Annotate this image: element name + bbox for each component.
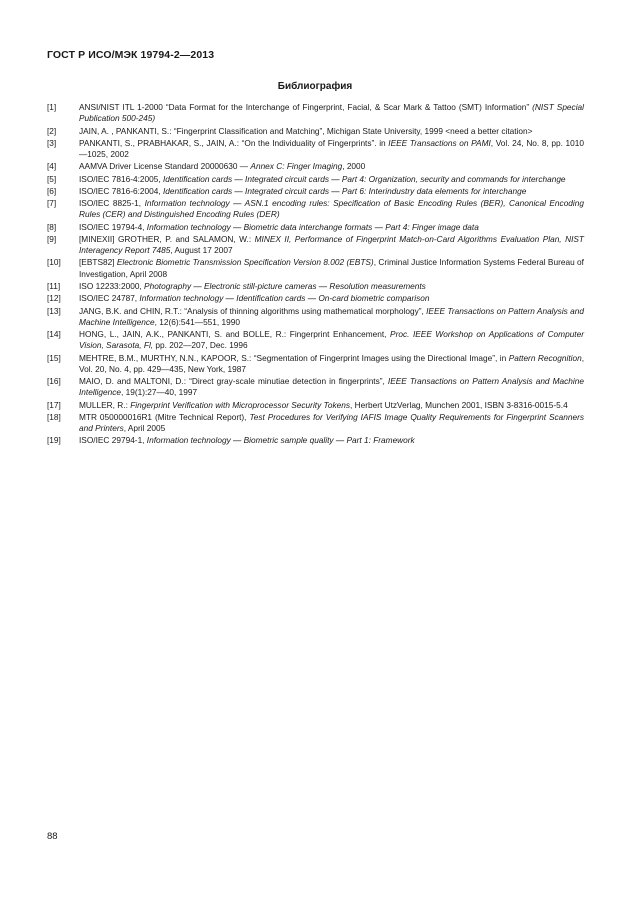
bibliography-entry (47, 102, 584, 124)
bibliography-entry-text (79, 198, 584, 220)
bibliography-entry (47, 186, 584, 197)
bibliography-entry-segment: MEHTRE, B.M., MURTHY, N.N., KAPOOR, S.: “Segmentation of Fingerprint Images using the Directional Image”, in (79, 352, 509, 363)
bibliography-entry-text (79, 102, 584, 124)
bibliography-entry-title: Annex C: Finger Imaging (250, 161, 343, 172)
bibliography-entry-text (79, 329, 584, 351)
bibliography-entry-number: [19] (47, 435, 61, 446)
bibliography-entry-number: [2] (47, 125, 57, 136)
bibliography-entry-text (79, 186, 584, 197)
bibliography-entry-number: [10] (47, 257, 61, 268)
bibliography-entry-segment: [EBTS82] (79, 257, 117, 268)
bibliography-entry-number: [12] (47, 293, 61, 304)
bibliography-entry-segment: ISO/IEC 8825-1, (79, 198, 145, 209)
bibliography-entry-number: [3] (47, 137, 57, 148)
bibliography-entry (47, 222, 584, 233)
bibliography-entry-number: [7] (47, 198, 57, 209)
bibliography-entry-text (79, 257, 584, 279)
bibliography-entry (47, 198, 584, 220)
bibliography-entry-segment: , August 17 2007 (170, 245, 233, 256)
bibliography-entry-number: [18] (47, 411, 61, 422)
bibliography-entry-title: Information technology — Biometric data interchange formats — Part 4: Finger image data (146, 221, 479, 232)
bibliography-entry-text (79, 281, 584, 292)
bibliography-list (47, 102, 584, 448)
document-standard-id: ГОСТ Р ИСО/МЭК 19794-2—2013 (47, 49, 215, 61)
bibliography-entry-text (79, 234, 584, 256)
bibliography-entry-title: Identification cards — Integrated circuit cards — Part 6: Interindustry data elements for interchange (162, 185, 527, 196)
bibliography-entry-text (79, 293, 584, 304)
bibliography-entry-segment: , 12(6):541—551, 1990 (154, 316, 240, 327)
bibliography-entry-title: IEEE Transactions on Pattern Analysis and Machine Intelligence (79, 305, 584, 327)
bibliography-entry-segment: MULLER, R.: (79, 399, 131, 410)
bibliography-entry (47, 293, 584, 304)
bibliography-entry-number: [15] (47, 352, 61, 363)
bibliography-entry-segment: , Vol. 24, No. 8, pp. 1010—1025, 2002 (79, 137, 584, 159)
bibliography-entry-segment: , April 2005 (123, 423, 166, 434)
bibliography-entry-segment: ISO/IEC 19794-4, (79, 221, 147, 232)
bibliography-entry-segment: ISO/IEC 29794-1, (79, 435, 147, 446)
bibliography-entry-title: Test Procedures for Verifying IAFIS Image Quality Requirements for Fingerprint Scanners and Printers (79, 411, 584, 434)
bibliography-entry (47, 353, 584, 375)
bibliography-entry-number: [1] (47, 102, 57, 112)
bibliography-entry-title: Identification cards — Integrated circuit cards — Part 4: Organization, security and commands for interchange (162, 173, 566, 184)
bibliography-entry-text (79, 306, 584, 328)
bibliography-entry-segment: , Herbert UtzVerlag, Munchen 2001, ISBN 3-8316-0015-5.4 (350, 399, 568, 410)
bibliography-entry (47, 281, 584, 292)
bibliography-entry (47, 400, 584, 411)
bibliography-entry-segment: pp. 202—207, Dec. 1996 (153, 340, 248, 351)
bibliography-entry-text (79, 138, 584, 160)
bibliography-entry-number: [16] (47, 376, 61, 387)
page-number: 88 (47, 831, 58, 842)
bibliography-entry-title: Information technology — Identification cards — On-card biometric comparison (139, 293, 430, 304)
bibliography-entry-segment: ISO/IEC 7816-6:2004, (79, 185, 163, 196)
bibliography-entry (47, 234, 584, 256)
bibliography-entry-title: Fingerprint Verification with Microprocessor Security Tokens (130, 399, 350, 410)
bibliography-entry-number: [9] (47, 233, 57, 244)
bibliography-entry-number: [5] (47, 173, 57, 184)
bibliography-entry-segment: ANSI/NIST ITL 1-2000 “Data Format for the Interchange of Fingerprint, Facial, & Scar Mark & Tattoo (SMT) Information” (79, 102, 533, 112)
bibliography-entry-segment: , Criminal Justice Information Systems Federal Bureau of Investigation, April 2008 (79, 257, 584, 279)
bibliography-entry-segment: MAIO, D. and MALTONI, D.: “Direct gray-scale minutiae detection in fingerprints”, (79, 376, 388, 387)
bibliography-entry-segment: ISO/IEC 7816-4:2005, (79, 173, 163, 184)
bibliography-entry-segment: [MINEXII] GROTHER, P. and SALAMON, W.: (79, 233, 255, 244)
bibliography-entry-title: IEEE Transactions on Pattern Analysis and Machine Intelligence (79, 376, 584, 398)
bibliography-entry (47, 412, 584, 434)
bibliography-entry-segment: MTR 050000016R1 (Mitre Technical Report), (79, 411, 250, 422)
bibliography-entry-text (79, 222, 584, 233)
bibliography-entry-segment: ISO/IEC 24787, (79, 293, 140, 304)
bibliography-entry-text (79, 412, 584, 434)
bibliography-entry-number: [13] (47, 305, 61, 316)
bibliography-entry-title: Information technology — ASN.1 encoding rules: Specification of Basic Encoding Rules (BER), Canonical Encoding Rules (CER) and Distinguished Encoding Rules (DER) (79, 198, 584, 220)
bibliography-entry-segment: JAIN, A. , PANKANTI, S.: “Fingerprint Classification and Matching”, Michigan State University, 1999 <need a better citation> (79, 125, 533, 136)
bibliography-entry (47, 126, 584, 137)
bibliography-entry-segment: AAMVA Driver License Standard 20000630 — (79, 161, 251, 172)
bibliography-entry (47, 306, 584, 328)
bibliography-entry-segment: , 19(1):27—40, 1997 (120, 387, 198, 398)
bibliography-entry-segment: , Vol. 20, No. 4, pp. 429—435, New York, 1987 (79, 352, 585, 374)
bibliography-entry-segment: JANG, B.K. and CHIN, R.T.: “Analysis of thinning algorithms using mathematical morphology”, (79, 305, 427, 316)
bibliography-entry (47, 376, 584, 398)
bibliography-entry-number: [8] (47, 221, 57, 232)
bibliography-entry-title: Electronic Biometric Transmission Specification Version 8.002 (EBTS) (116, 257, 374, 268)
bibliography-entry-text (79, 126, 584, 137)
bibliography-entry-number: [4] (47, 161, 57, 172)
bibliography-entry-text (79, 435, 584, 446)
bibliography-entry (47, 435, 584, 446)
bibliography-entry-number: [6] (47, 185, 57, 196)
bibliography-entry (47, 257, 584, 279)
bibliography-entry-number: [14] (47, 329, 61, 340)
bibliography-entry-text (79, 376, 584, 398)
bibliography-entry-segment: HONG, L., JAIN, A.K., PANKANTI, S. and BOLLE, R.: Fingerprint Enhancement, (79, 329, 391, 340)
bibliography-entry-title: MINEX II, Performance of Fingerprint Match-on-Card Algorithms Evaluation Plan, NIST Interagency Report 7485 (79, 233, 584, 256)
bibliography-entry-segment: ISO 12233:2000, (79, 280, 145, 291)
bibliography-entry (47, 138, 584, 160)
bibliography-entry-segment: , 2000 (342, 161, 366, 172)
section-title: Библиография (277, 81, 353, 92)
bibliography-entry-segment: PANKANTI, S., PRABHAKAR, S., JAIN, A.: “On the Individuality of Fingerprints”. in (79, 137, 389, 148)
bibliography-entry-text (79, 353, 584, 375)
bibliography-entry (47, 329, 584, 351)
bibliography-entry-title: (NIST Special Publication 500-245) (79, 102, 584, 124)
bibliography-entry-number: [17] (47, 399, 61, 410)
bibliography-entry (47, 174, 584, 185)
bibliography-entry-title: IEEE Transactions on PAMI (388, 137, 491, 148)
bibliography-entry (47, 161, 584, 172)
bibliography-entry-text (79, 174, 584, 185)
bibliography-entry-text (79, 161, 584, 172)
bibliography-entry-title: Photography — Electronic still-picture cameras — Resolution measurements (144, 280, 426, 291)
bibliography-entry-number: [11] (47, 280, 61, 291)
bibliography-entry-title: Information technology — Biometric sample quality — Part 1: Framework (146, 435, 415, 446)
bibliography-entry-title: Pattern Recognition (508, 352, 582, 363)
bibliography-entry-title: Proc. IEEE Workshop on Applications of Computer Vision, Sarasota, Fl, (79, 329, 584, 351)
bibliography-entry-text (79, 400, 584, 411)
